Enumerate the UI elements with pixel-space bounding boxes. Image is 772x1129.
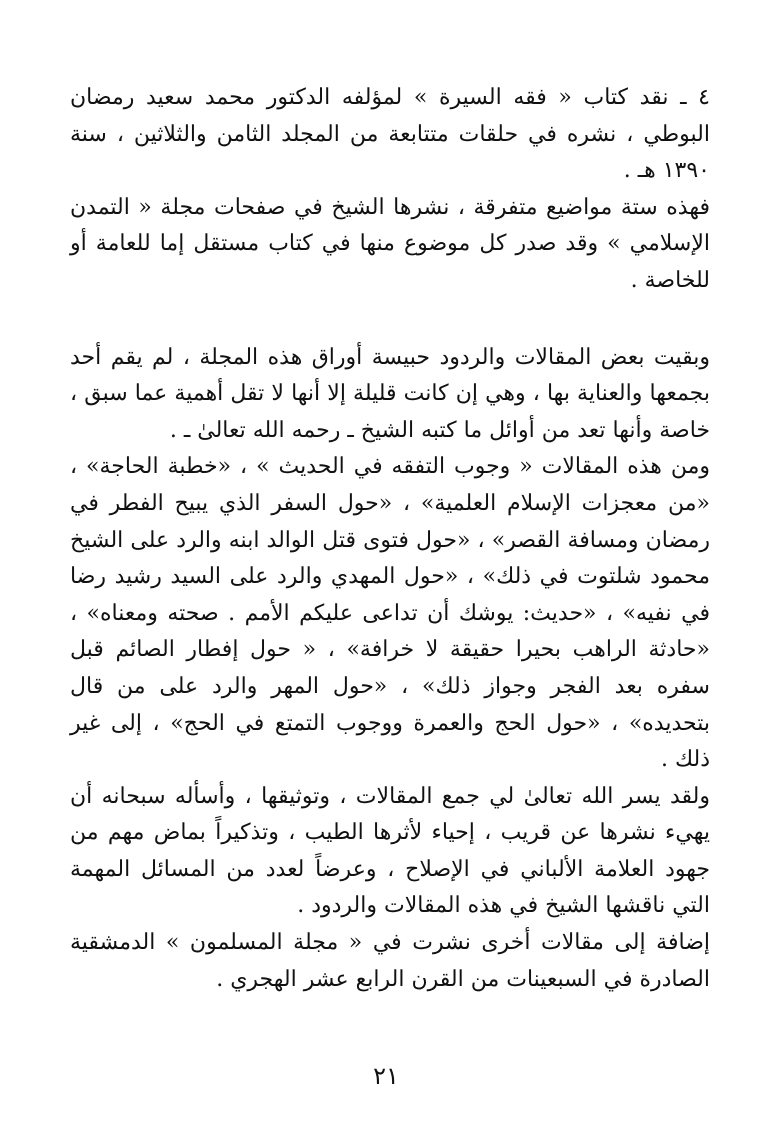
section-gap [70,300,710,340]
page-number: ٢١ [373,1062,399,1090]
summary-paragraph: فهذه ستة مواضيع متفرقة ، نشرها الشيخ في صفحات مجلة « التمدن الإسلامي » وقد صدر كل موضوع منها في كتاب مستقل إما للعامة أو للخاصة . [70,194,710,293]
item-4-paragraph: ٤ ـ نقد كتاب « فقه السيرة » لمؤلفه الدكتور محمد سعيد رمضان البوطي ، نشره في حلقات متتابعة من المجلد الثامن والثلاثين ، سنة ١٣٩٠ هـ . [70,85,710,184]
articles-list-paragraph: ومن هذه المقالات « وجوب التفقه في الحديث » ، «خطبة الحاجة» ، «من معجزات الإسلام العلمية» ، «حول السفر الذي يبيح الفطر في رمضان ومسافة القصر» ، «حول فتوى قتل الوالد ابنه والرد على الشيخ محمود شلتوت في ذلك» ، «حول المهدي والرد على السيد رشيد رضا في نفيه» ، «حديث: يوشك أن تداعى عليكم الأمم . صحته ومعناه» ، «حادثة الراهب بحيرا حقيقة لا خرافة» ، « حول إفطار الصائم قبل سفره بعد الفجر وجواز ذلك» ، «حول المهر والرد على من قال بتحديده» ، «حول الحج والعمرة ووجوب التمتع في الحج» ، إلى غير ذلك . [70,454,711,773]
additional-articles-paragraph: إضافة إلى مقالات أخرى نشرت في « مجلة المسلمون » الدمشقية الصادرة في السبعينات من القرن الرابع عشر الهجري . [70,930,710,992]
page-body [70,80,710,998]
collection-paragraph: ولقد يسر الله تعالىٰ لي جمع المقالات ، وتوثيقها ، وأسأله سبحانه أن يهيء نشرها عن قريب ، إحياء لأثرها الطيب ، وتذكيراً بماض مهم من جهود العلامة الألباني في الإصلاح ، وعرضاً لعدد من المسائل المهمة التي ناقشها الشيخ في هذه المقالات والردود . [70,783,710,919]
remaining-articles-paragraph: وبقيت بعض المقالات والردود حبيسة أوراق هذه المجلة ، لم يقم أحد بجمعها والعناية بها ، وهي إن كانت قليلة إلا أنها لا تقل أهمية عما سبق ، خاصة وأنها تعد من أوائل ما كتبه الشيخ ـ رحمه الله تعالىٰ ـ . [70,344,710,443]
